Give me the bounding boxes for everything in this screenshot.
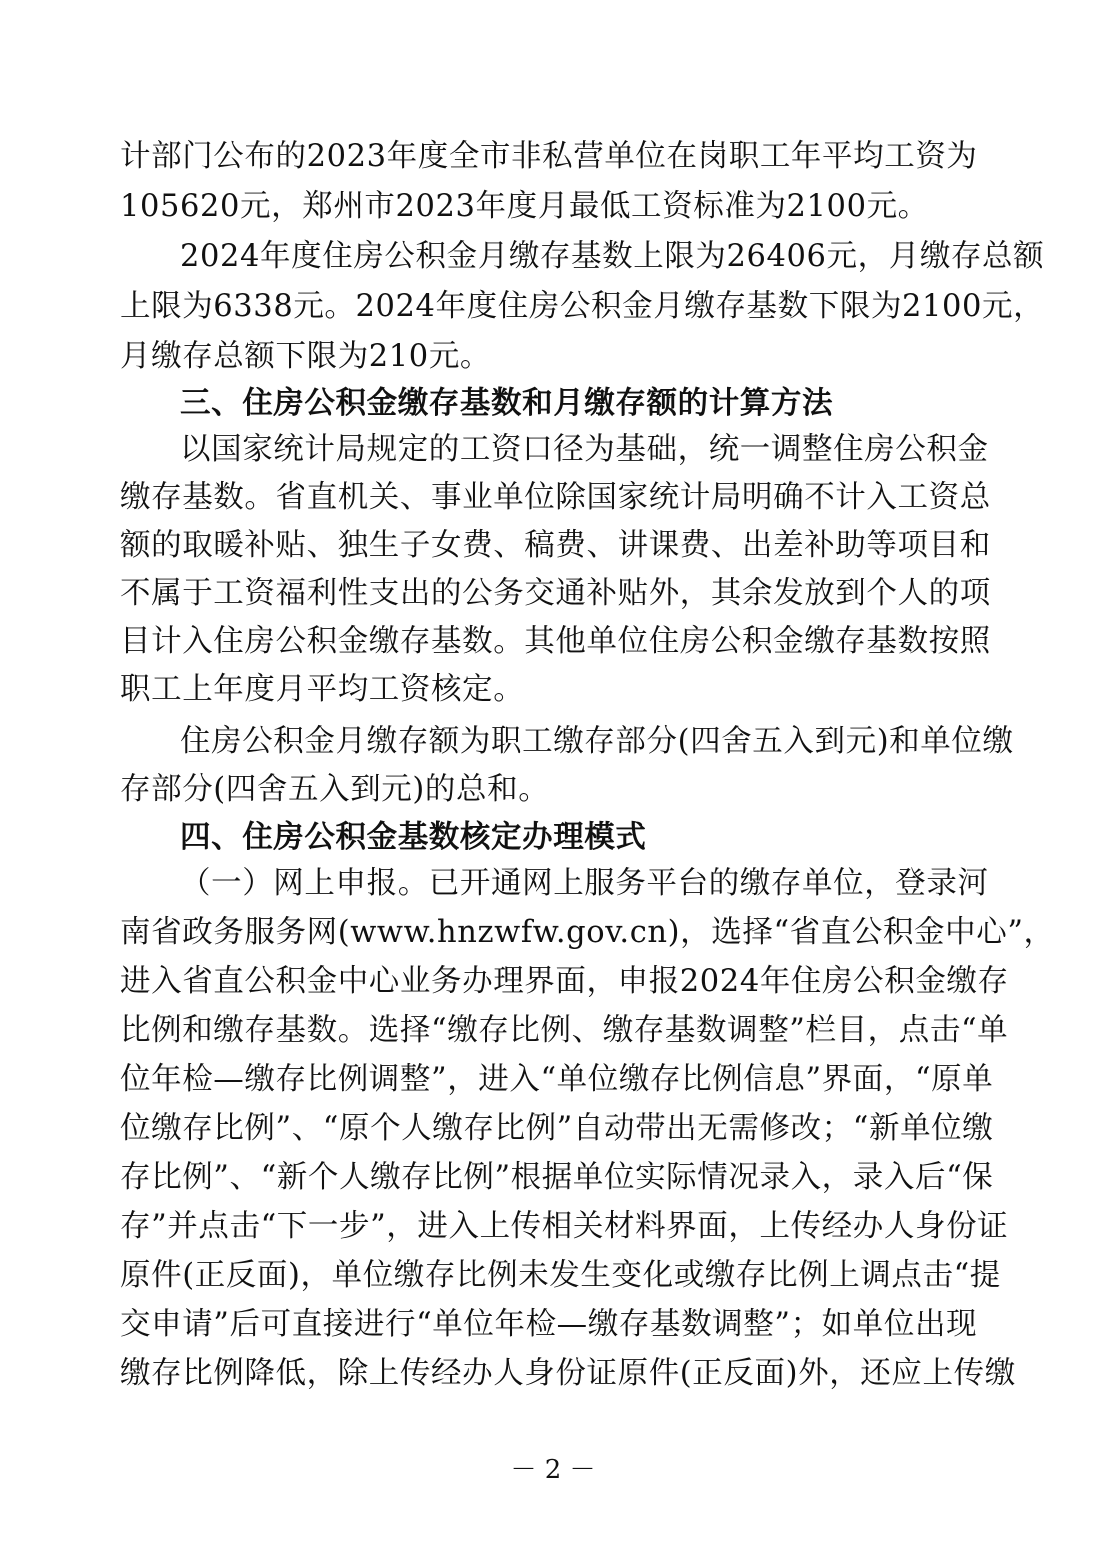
paragraph-line: （一）网上申报。已开通网上服务平台的缴存单位，登录河 (180, 866, 989, 901)
section-heading: 四、住房公积金基数核定办理模式 (180, 819, 647, 855)
page-number: － 2 － (510, 1455, 596, 1485)
paragraph-line: 计部门公布的2023年度全市非私营单位在岗职工年平均工资为 (120, 139, 978, 174)
paragraph-line: 存部分(四舍五入到元)的总和。 (120, 772, 550, 807)
paragraph-line: 额的取暖补贴、独生子女费、稿费、讲课费、出差补助等项目和 (120, 528, 991, 563)
paragraph-line: 不属于工资福利性支出的公务交通补贴外，其余发放到个人的项 (120, 576, 991, 611)
paragraph-line: 比例和缴存基数。选择“缴存比例、缴存基数调整”栏目，点击“单 (120, 1013, 1009, 1048)
paragraph-line: 以国家统计局规定的工资口径为基础，统一调整住房公积金 (180, 432, 989, 467)
paragraph-line: 目计入住房公积金缴存基数。其他单位住房公积金缴存基数按照 (120, 624, 991, 659)
paragraph-line: 位年检—缴存比例调整”，进入“单位缴存比例信息”界面，“原单 (120, 1062, 994, 1097)
paragraph-line: 原件(正反面)，单位缴存比例未发生变化或缴存比例上调点击“提 (120, 1258, 1001, 1293)
paragraph-line: 月缴存总额下限为210元。 (120, 339, 492, 374)
paragraph-line: 住房公积金月缴存额为职工缴存部分(四舍五入到元)和单位缴 (180, 724, 1014, 759)
paragraph-line: 存比例”、“新个人缴存比例”根据单位实际情况录入，录入后“保 (120, 1160, 994, 1195)
paragraph-line: 位缴存比例”、“原个人缴存比例”自动带出无需修改；“新单位缴 (120, 1111, 994, 1146)
paragraph-line: 上限为6338元。2024年度住房公积金月缴存基数下限为2100元， (120, 289, 1045, 324)
paragraph-line: 缴存比例降低，除上传经办人身份证原件(正反面)外，还应上传缴 (120, 1356, 1016, 1391)
paragraph-line: 进入省直公积金中心业务办理界面，申报2024年住房公积金缴存 (120, 964, 1009, 999)
paragraph-line: 2024年度住房公积金月缴存基数上限为26406元，月缴存总额 (180, 239, 1045, 274)
section-heading: 三、住房公积金缴存基数和月缴存额的计算方法 (180, 385, 834, 421)
paragraph-line: 交申请”后可直接进行“单位年检—缴存基数调整”；如单位出现 (120, 1307, 978, 1342)
paragraph-line: 南省政务服务网(www.hnzwfw.gov.cn)，选择“省直公积金中心”， (120, 915, 1055, 950)
paragraph-line: 105620元，郑州市2023年度月最低工资标准为2100元。 (120, 189, 929, 224)
paragraph-line: 职工上年度月平均工资核定。 (120, 672, 525, 707)
paragraph-line: 存”并点击“下一步”，进入上传相关材料界面，上传经办人身份证 (120, 1209, 1009, 1244)
paragraph-line: 缴存基数。省直机关、事业单位除国家统计局明确不计入工资总 (120, 480, 991, 515)
